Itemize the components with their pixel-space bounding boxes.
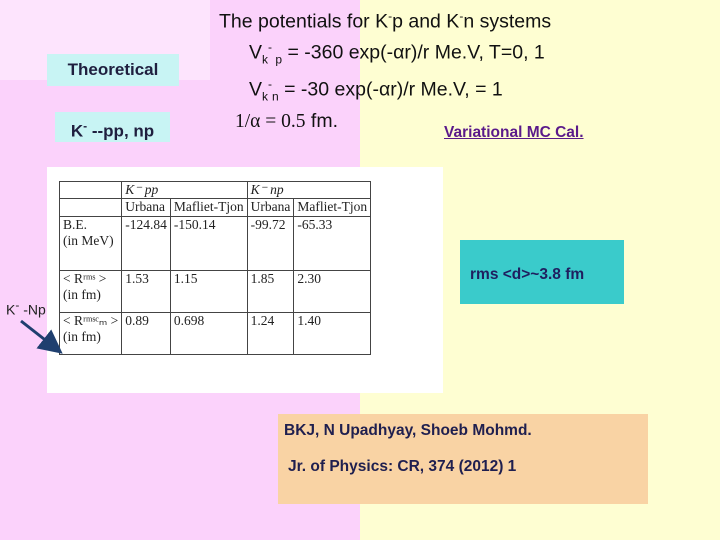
- arrow-icon: [18, 318, 68, 360]
- table-cell: 0.89: [122, 313, 171, 355]
- theoretical-label: Theoretical: [47, 54, 179, 86]
- table-row: [60, 217, 371, 271]
- group-header-kpp: K⁻ pp: [122, 182, 247, 199]
- table-cell: 0.698: [170, 313, 247, 355]
- variational-mc-link[interactable]: Variational MC Cal.: [444, 124, 584, 141]
- reference-journal: Jr. of Physics: CR, 374 (2012) 1: [288, 458, 517, 475]
- k-superscript: -: [83, 119, 88, 133]
- row-label-be: B.E. (in MeV): [60, 217, 122, 271]
- title-line-1: The potentials for K-p and K-n systems: [219, 9, 552, 33]
- table-cell: 1.40: [294, 313, 371, 355]
- row-label-rcm: < Rʳᵐˢᶜₘ > (in fm): [60, 313, 122, 355]
- table-cell: -150.14: [170, 217, 247, 271]
- method-header: Urbana: [247, 199, 294, 217]
- knp-label: K- -Np: [6, 298, 46, 318]
- table-corner-cell: [60, 199, 122, 217]
- table-row: [60, 271, 371, 313]
- results-table-card: [47, 167, 443, 393]
- table-cell: 1.53: [122, 271, 171, 313]
- table-cell: -124.84: [122, 217, 171, 271]
- title-line-4: 1/α = 0.5 fm.: [235, 110, 339, 133]
- title-line-3: $V_k^-_n = -30$ exp(-αr)/r Me.V, = 1: [249, 76, 503, 104]
- row-label-rrms: < Rʳᵐˢ > (in fm): [60, 271, 122, 313]
- method-header: Mafliet-Tjon: [170, 199, 247, 217]
- title-line-2: $V_k^-$ $_p$ = -360 exp(-αr)/r Me.V, T=0, 1: [249, 39, 545, 66]
- table-corner-cell: [60, 182, 122, 199]
- group-header-knp: K⁻ np: [247, 182, 370, 199]
- reference-authors: BKJ, N Upadhyay, Shoeb Mohmd.: [284, 422, 532, 439]
- potential-description: [215, 4, 655, 134]
- method-header: Mafliet-Tjon: [294, 199, 371, 217]
- table-row: [60, 313, 371, 355]
- table-cell: 2.30: [294, 271, 371, 313]
- table-cell: -99.72: [247, 217, 294, 271]
- reference-box: [278, 414, 648, 504]
- table-cell: 1.24: [247, 313, 294, 355]
- rms-callout: [460, 240, 624, 304]
- rms-text: rms <d>~3.8 fm: [470, 266, 585, 283]
- table-cell: 1.85: [247, 271, 294, 313]
- method-header: Urbana: [122, 199, 171, 217]
- kpp-text: --pp, np: [87, 121, 155, 141]
- table-cell: -65.33: [294, 217, 371, 271]
- table-cell: 1.15: [170, 271, 247, 313]
- results-table: [59, 181, 371, 355]
- k-letter: K: [70, 121, 84, 141]
- table-group-header-row: [60, 182, 371, 199]
- table-method-header-row: [60, 199, 371, 217]
- kpp-np-label: [55, 112, 170, 142]
